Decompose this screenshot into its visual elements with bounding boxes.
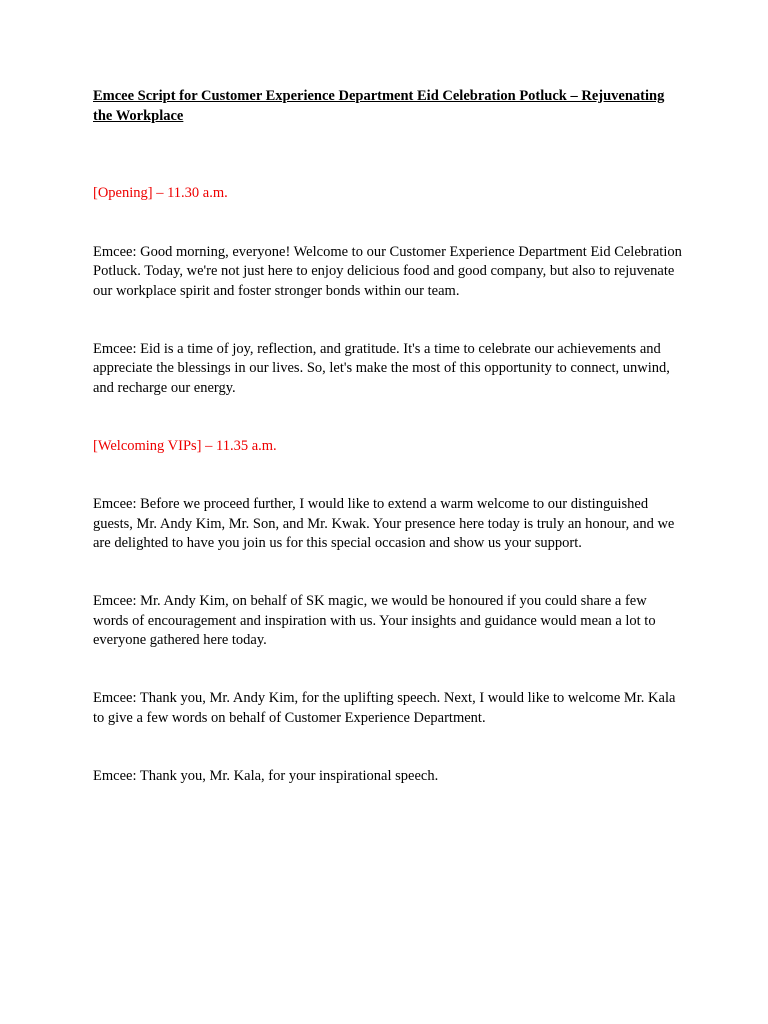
paragraph-closing-thanks: Emcee: Thank you, Mr. Kala, for your inspirational speech. xyxy=(93,767,439,784)
document-title: Emcee Script for Customer Experience Department Eid Celebration Potluck – Rejuvenating the Workplace xyxy=(93,88,665,124)
paragraph-welcome: Emcee: Good morning, everyone! Welcome to our Customer Experience Department Eid Celebration Potluck. Today, we're not just here to enjoy delicious food and good company, but also to rejuvenate our workplace spirit and foster stronger bonds within our team. xyxy=(93,243,682,299)
paragraph-andy-kim-invite: Emcee: Mr. Andy Kim, on behalf of SK magic, we would be honoured if you could share a few words of encouragement and inspiration with us. Your insights and guidance would mean a lot to everyone gathered here today. xyxy=(93,593,656,648)
paragraph-vip-welcome: Emcee: Before we proceed further, I would like to extend a warm welcome to our distinguished guests, Mr. Andy Kim, Mr. Son, and Mr. Kwak. Your presence here today is truly an honour, and we are delighted to have you join us for this special occasion and show us your support. xyxy=(93,496,675,551)
paragraph-eid-meaning: Emcee: Eid is a time of joy, reflection, and gratitude. It's a time to celebrate our achievements and appreciate the blessings in our lives. So, let's make the most of this opportunity to connect, unwind, and recharge our energy. xyxy=(93,340,670,396)
section-heading-opening: [Opening] – 11.30 a.m. xyxy=(93,185,228,201)
document-page xyxy=(93,87,683,825)
section-heading-welcoming-vips: [Welcoming VIPs] – 11.35 a.m. xyxy=(93,437,277,454)
paragraph-kala-invite: Emcee: Thank you, Mr. Andy Kim, for the uplifting speech. Next, I would like to welcome Mr. Kala to give a few words on behalf of Customer Experience Department. xyxy=(93,690,676,726)
